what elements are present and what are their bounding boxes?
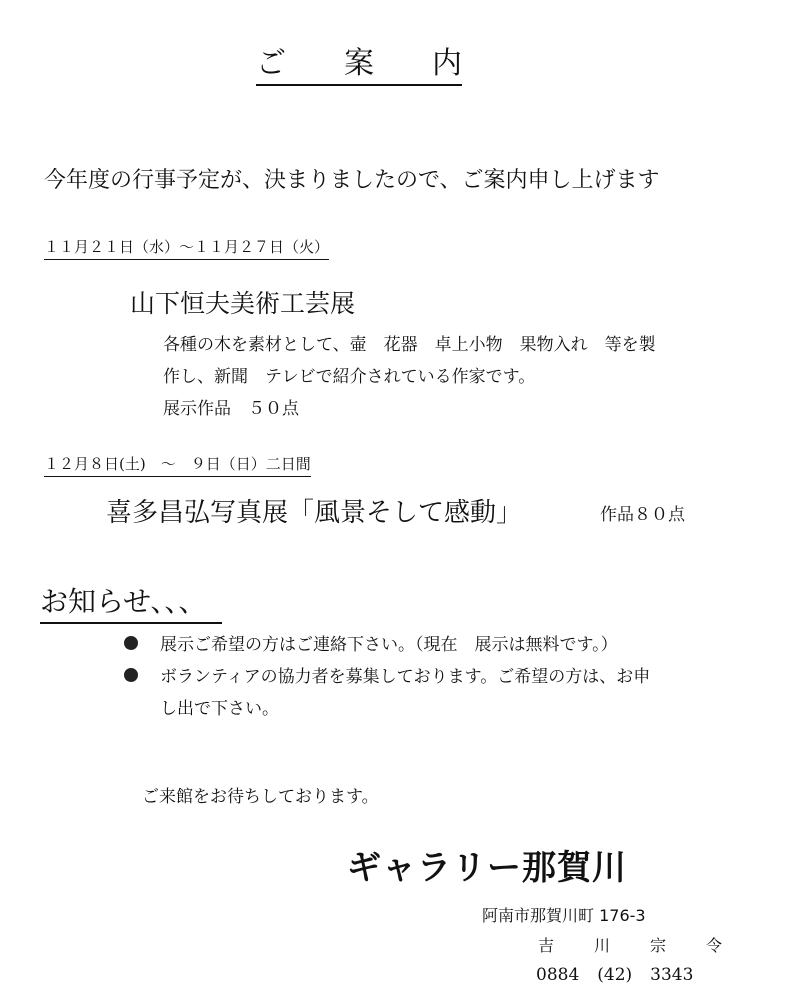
notice-item-1: 展示ご希望の方はご連絡下さい。（現在 展示は無料です。） xyxy=(160,635,618,655)
event-description-line-2: 作し、新聞 テレビで紹介されている作家です。 xyxy=(163,367,536,387)
event-note-2: 作品８０点 xyxy=(600,505,685,525)
closing-text: ご来館をお待ちしております。 xyxy=(142,787,379,807)
bullet-icon xyxy=(124,668,138,682)
notice-item-2-continued: し出で下さい。 xyxy=(160,699,279,719)
contact-person: 吉 川 宗 令 xyxy=(538,936,723,955)
event-description-line-3: 展示作品 ５０点 xyxy=(163,399,299,419)
bullet-icon xyxy=(124,636,138,650)
notice-item-2: ボランティアの協力者を募集しております。ご希望の方は、お申 xyxy=(160,667,651,687)
contact-phone: 0884 (42) 3343 xyxy=(536,965,694,985)
gallery-name: ギャラリー那賀川 xyxy=(347,848,627,888)
notice-heading: お知らせ、、、 xyxy=(40,580,222,624)
event-title-2: 喜多昌弘写真展「風景そして感動」 xyxy=(106,498,523,528)
event-title-1: 山下恒夫美術工芸展 xyxy=(130,289,356,318)
event-date-2: １２月８日(土) ～ ９日（日）二日間 xyxy=(44,453,311,477)
gallery-address: 阿南市那賀川町 176-3 xyxy=(482,906,646,925)
page-title: ご 案 内 xyxy=(256,38,462,86)
event-description-line-1: 各種の木を素材として、壷 花器 卓上小物 果物入れ 等を製 xyxy=(163,335,656,355)
event-date-1: １１月２１日（水）～１１月２７日（火） xyxy=(44,236,329,260)
intro-text: 今年度の行事予定が、決まりましたので、ご案内申し上げます xyxy=(44,168,660,193)
